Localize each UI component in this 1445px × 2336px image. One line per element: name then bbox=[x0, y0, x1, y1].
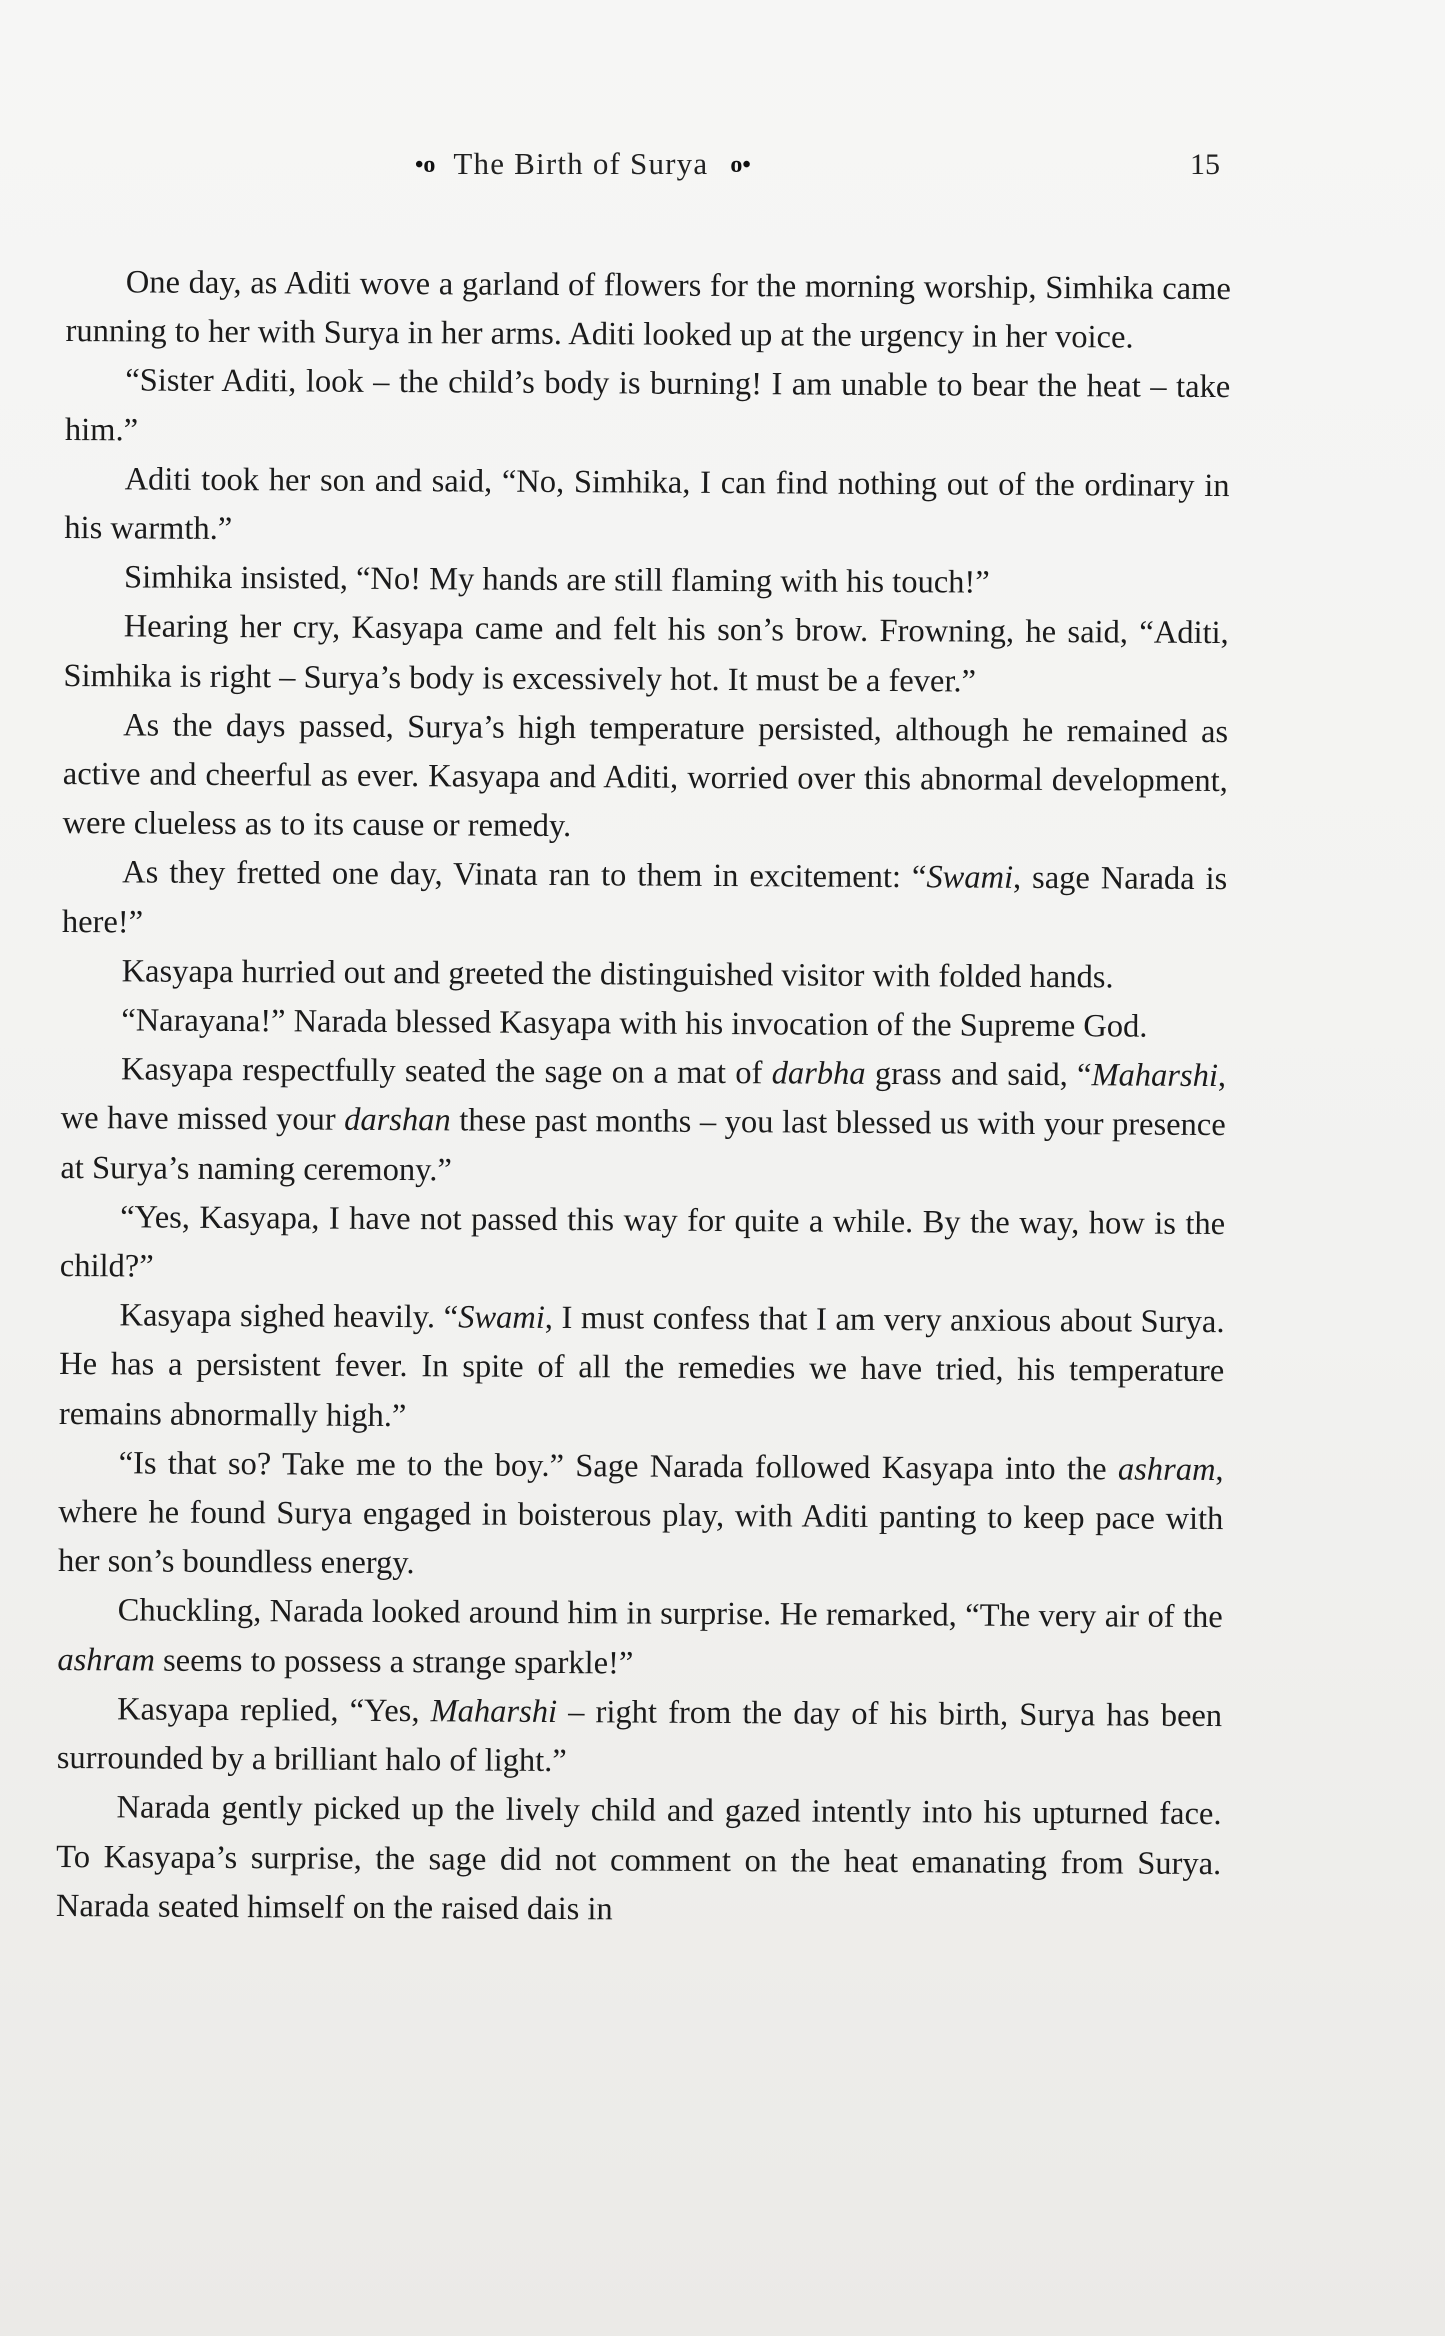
paragraph bbox=[56, 1783, 1222, 1938]
text-segment: Kasyapa sighed heavily. “ bbox=[119, 1297, 459, 1336]
text-segment: “Sister Aditi, look – the child’s body is burning! I am unable to bear the heat – take him.” bbox=[64, 362, 1231, 449]
text-segment: seems to possess a strange sparkle!” bbox=[154, 1642, 634, 1682]
text-segment: Narada gently picked up the lively child and gazed intently into his upturned face. To Kasyapa’s surprise, the sage did not comment on the heat emanating from Surya. Narada seated himself on the raised dais in bbox=[55, 1789, 1222, 1928]
paragraph bbox=[65, 356, 1231, 462]
page-number: 15 bbox=[1190, 148, 1220, 181]
text-segment: Kasyapa hurried out and greeted the distinguished visitor with folded hands. bbox=[121, 953, 1114, 996]
text-segment: As the days passed, Surya’s high temperature persisted, although he remained as active and cheerful as ever. Kasyapa and Aditi, worried over this abnormal development, were clueless as to its cause or remedy. bbox=[62, 707, 1229, 845]
body-text bbox=[56, 258, 1231, 1938]
text-segment: Simhika insisted, “No! My hands are still flaming with his touch!” bbox=[123, 559, 990, 601]
text-segment: , we have missed your bbox=[60, 1058, 1227, 1139]
paragraph bbox=[60, 1045, 1226, 1200]
text-segment: grass and said, “ bbox=[865, 1056, 1092, 1094]
paragraph bbox=[57, 1586, 1223, 1692]
italic-term: Swami bbox=[458, 1299, 545, 1337]
italic-term: darbha bbox=[771, 1055, 866, 1093]
text-segment: “Narayana!” Narada blessed Kasyapa with his invocation of the Supreme God. bbox=[121, 1002, 1148, 1045]
text-segment: Chuckling, Narada looked around him in surprise. He remarked, “The very air of the bbox=[117, 1592, 1223, 1636]
text-segment: – right from the day of his birth, Surya has been surrounded by a brilliant halo of light.” bbox=[56, 1693, 1223, 1780]
text-segment: Kasyapa respectfully seated the sage on a mat of bbox=[120, 1051, 772, 1092]
text-segment: Kasyapa replied, “Yes, bbox=[117, 1691, 431, 1730]
paragraph bbox=[61, 996, 1226, 1052]
ornament-right-icon: o• bbox=[730, 152, 751, 178]
text-segment: these past months – you last blessed us with your presence at Surya’s naming ceremony.” bbox=[60, 1102, 1226, 1189]
text-segment: “Is that so? Take me to the boy.” Sage Narada followed Kasyapa into the bbox=[118, 1445, 1119, 1488]
italic-term: Swami bbox=[926, 859, 1014, 897]
text-segment: Hearing her cry, Kasyapa came and felt his son’s brow. Frowning, he said, “Aditi, Simhika is right – Surya’s body is excessively hot. It must be a fever.” bbox=[63, 608, 1229, 700]
paragraph bbox=[63, 602, 1229, 708]
paragraph bbox=[64, 455, 1230, 561]
text-segment: , where he found Surya engaged in boisterous play, with Aditi panting to keep pace with her son’s boundless energy. bbox=[57, 1451, 1224, 1582]
paragraph bbox=[58, 1439, 1224, 1594]
chapter-title: The Birth of Surya bbox=[453, 146, 709, 181]
text-segment: One day, as Aditi wove a garland of flowers for the morning worship, Simhika came running to her with Surya in her arms. Aditi looked up at the urgency in her voice. bbox=[65, 264, 1231, 356]
paragraph bbox=[62, 701, 1228, 856]
paragraph bbox=[62, 848, 1228, 954]
paragraph bbox=[61, 947, 1226, 1003]
text-segment: Aditi took her son and said, “No, Simhika, I can find nothing out of the ordinary in his warmth.” bbox=[64, 461, 1230, 548]
text-segment: “Yes, Kasyapa, I have not passed this way for quite a while. By the way, how is the child?” bbox=[59, 1199, 1226, 1285]
paragraph bbox=[57, 1685, 1223, 1791]
italic-term: Maharshi bbox=[430, 1693, 558, 1730]
ornament-left-icon: •o bbox=[415, 152, 436, 178]
italic-term: ashram bbox=[57, 1641, 156, 1679]
paragraph bbox=[65, 258, 1231, 364]
text-segment: , I must confess that I am very anxious about Surya. He has a persistent fever. In spite of all the remedies we have tried, his temperature remains abnormally high.” bbox=[58, 1300, 1225, 1434]
italic-term: Maharshi bbox=[1091, 1057, 1219, 1095]
paragraph bbox=[60, 1193, 1226, 1299]
text-segment: As they fretted one day, Vinata ran to them in excitement: “ bbox=[122, 854, 927, 896]
italic-term: ashram bbox=[1117, 1451, 1216, 1488]
paragraph bbox=[64, 553, 1229, 609]
paragraph bbox=[59, 1291, 1225, 1446]
italic-term: darshan bbox=[344, 1102, 451, 1139]
text-segment: , sage Narada is here!” bbox=[61, 860, 1228, 941]
running-head bbox=[415, 146, 751, 182]
